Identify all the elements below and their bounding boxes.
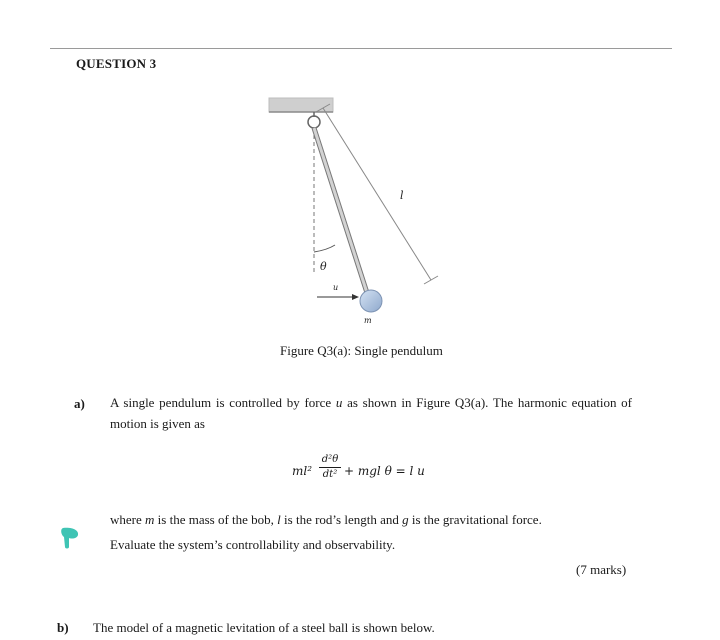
highlight-pin-icon xyxy=(60,527,80,549)
pivot xyxy=(308,116,320,128)
part-b-text: The model of a magnetic levitation of a steel ball is shown below. xyxy=(93,620,435,635)
part-a-task: Evaluate the system’s controllability and observability. xyxy=(110,537,396,552)
part-a-where xyxy=(110,509,632,530)
where-t4: is the gravitational force. xyxy=(408,512,542,527)
bob xyxy=(360,290,382,312)
part-b-marker: b) xyxy=(57,620,69,635)
force-arrowhead xyxy=(352,294,359,300)
angle-arc xyxy=(314,245,335,252)
equation-denominator: dt² xyxy=(322,469,338,480)
where-t3: is the rod’s length and xyxy=(280,512,403,527)
where-t1: where xyxy=(110,512,146,527)
where-g: g xyxy=(402,512,409,527)
figure-caption: Figure Q3(a): Single pendulum xyxy=(280,343,443,358)
part-a-intro xyxy=(110,392,632,434)
part-a-text-1: A single pendulum is controlled by force xyxy=(110,395,336,410)
angle-label: θ xyxy=(320,260,327,273)
ceiling xyxy=(269,98,333,112)
equation-lhs: ml² xyxy=(292,464,313,478)
where-l: l xyxy=(277,512,281,527)
part-a-text-2: as shown in Figure Q3(a). The harmonic equation of motion is given as xyxy=(110,395,632,431)
mass-label: m xyxy=(364,316,372,325)
equation-fraction xyxy=(319,454,341,481)
part-a-var-u: u xyxy=(335,395,343,410)
force-label: u xyxy=(333,283,339,292)
part-a-marks: (7 marks) xyxy=(576,562,627,577)
length-dimension-line xyxy=(323,108,431,280)
where-t2: is the mass of the bob, xyxy=(154,512,278,527)
length-tick-bottom xyxy=(424,276,438,284)
fraction-bar xyxy=(319,467,341,468)
where-m: m xyxy=(145,512,155,527)
equation-rhs: + mgl θ = l u xyxy=(344,464,425,478)
part-a-marker: a) xyxy=(74,396,85,411)
length-label: l xyxy=(400,189,404,202)
equation-numerator: d²θ xyxy=(321,454,339,465)
question-title: QUESTION 3 xyxy=(76,56,157,71)
